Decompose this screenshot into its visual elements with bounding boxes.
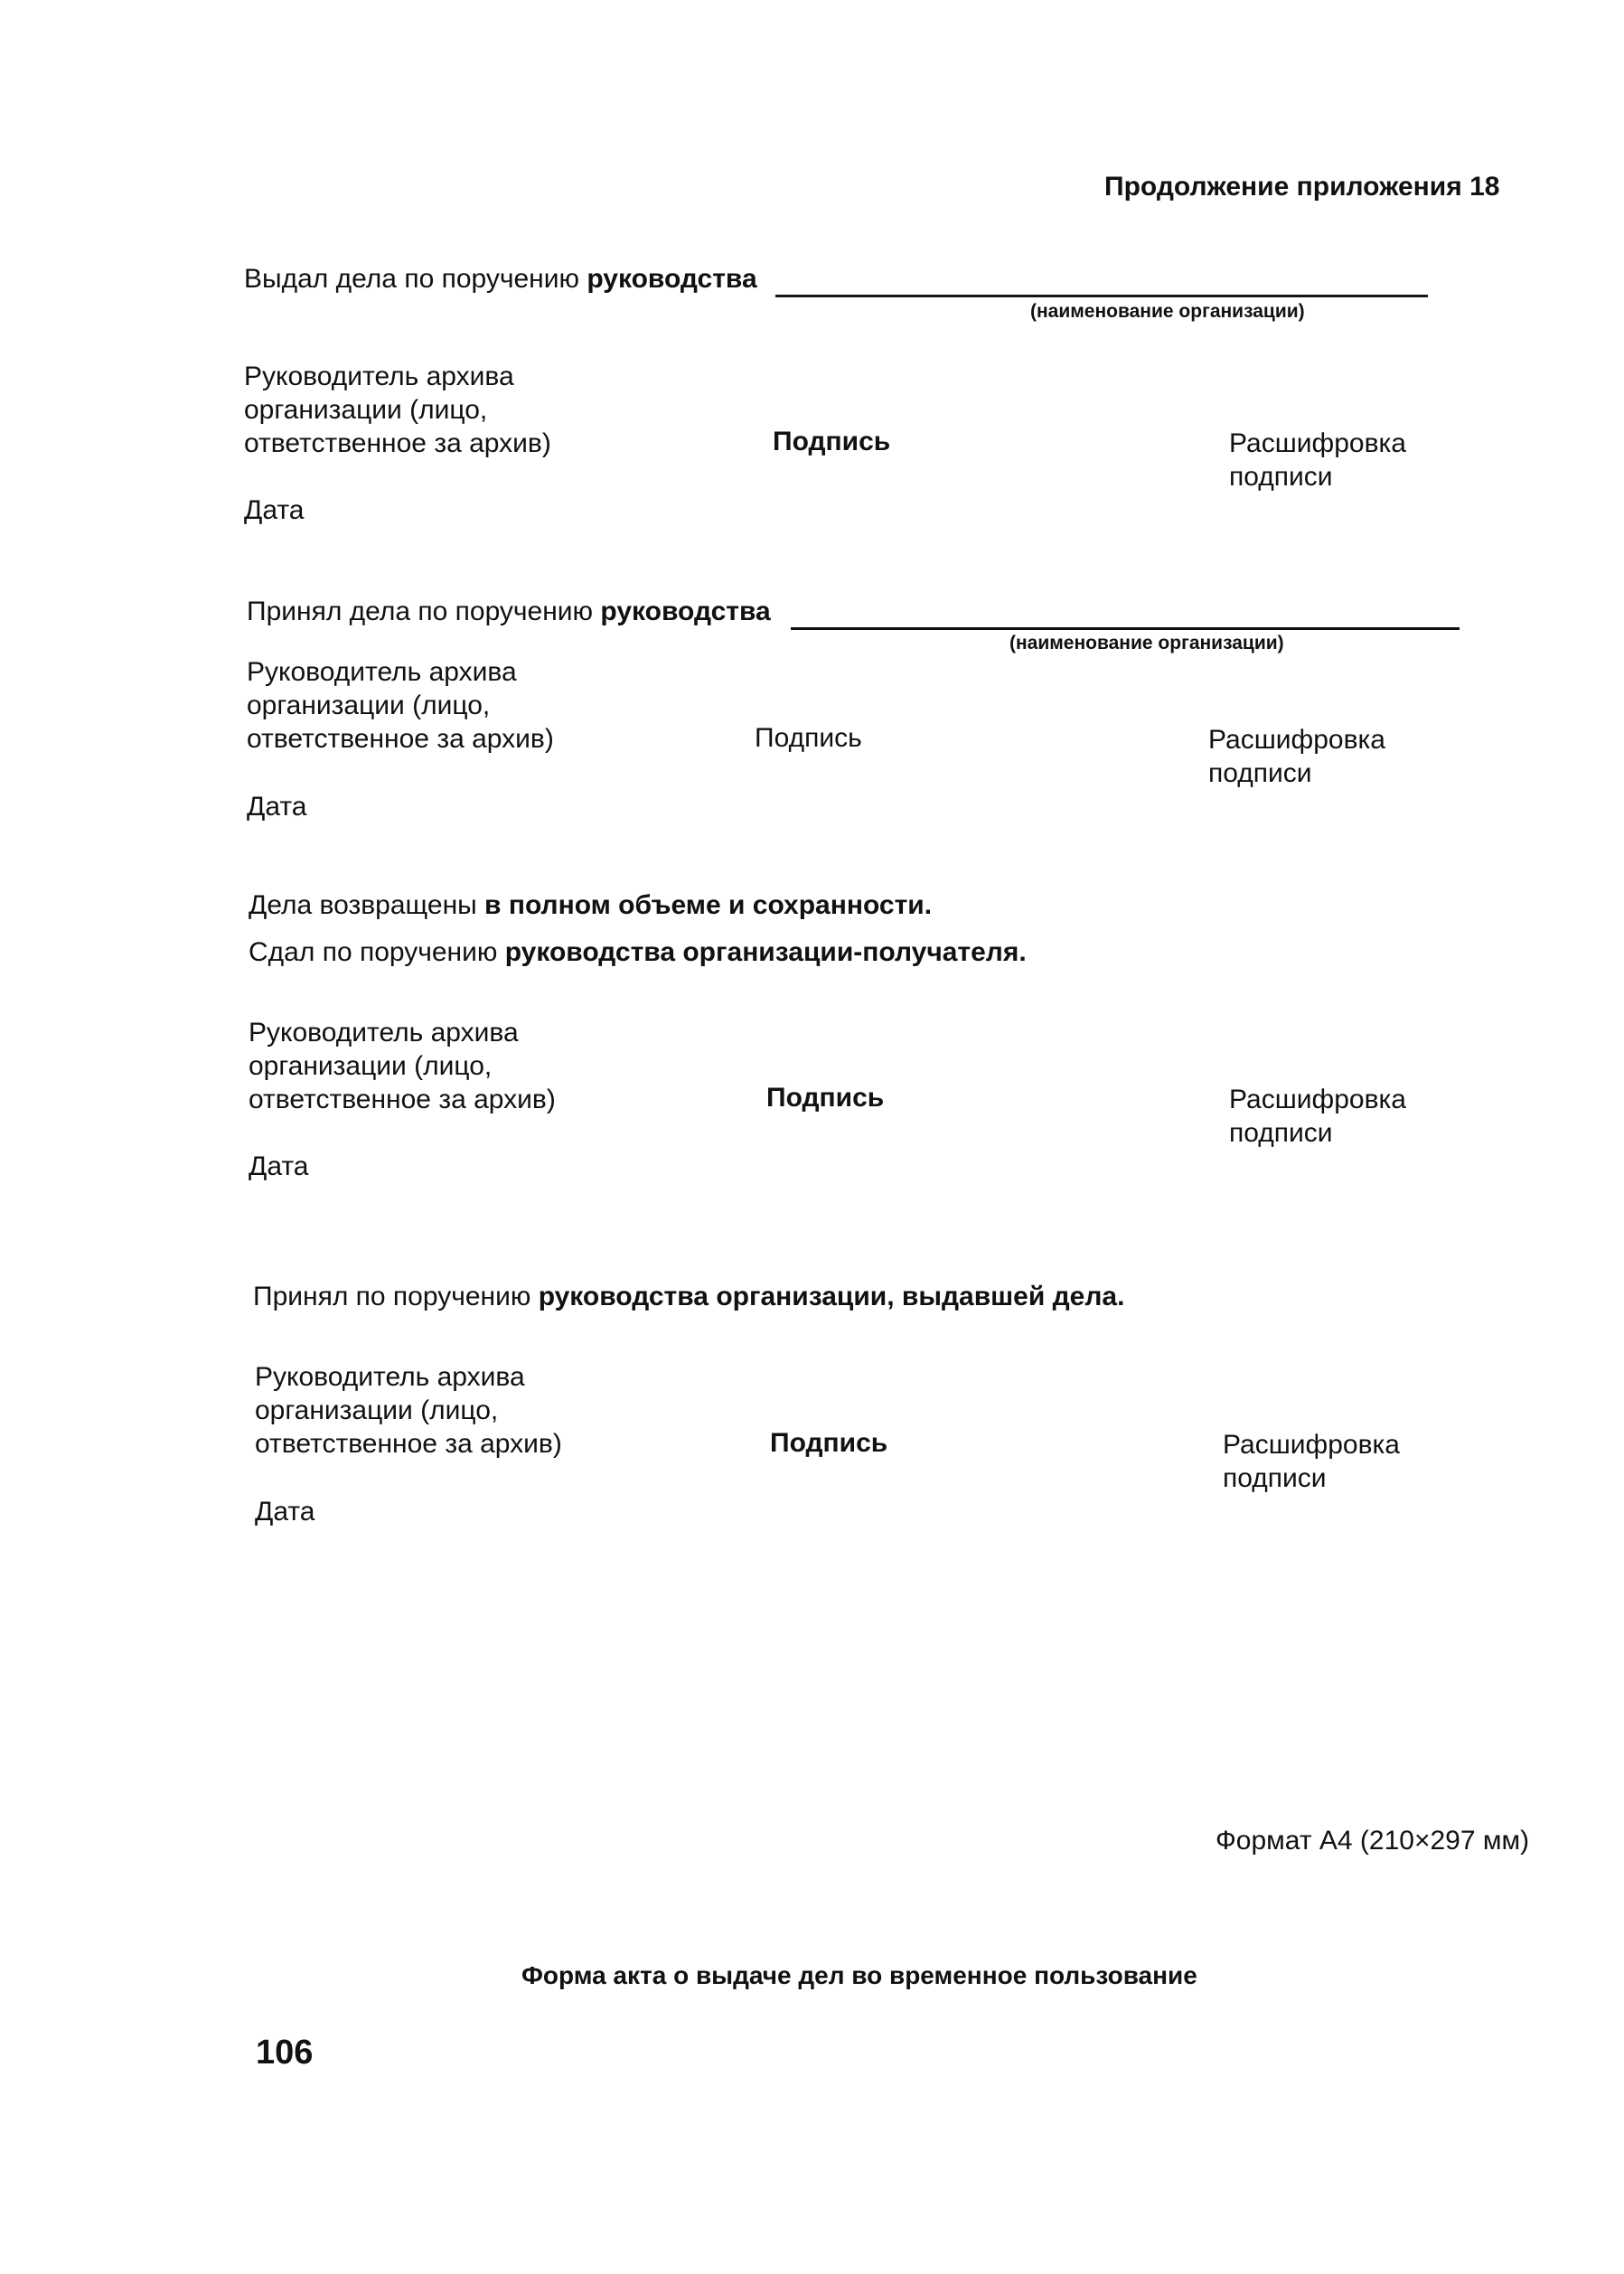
archive-head-label: Руководитель архива организации (лицо, ответственное за архив): [247, 657, 554, 754]
issued-statement: [244, 264, 757, 295]
date-label: Дата: [244, 495, 305, 525]
signature-label: Подпись: [766, 1083, 885, 1113]
signature-decoding-label: Расшифровка подписи: [1208, 725, 1385, 788]
accepted-statement-bold: руководства организации, выдавшей дела.: [538, 1282, 1125, 1311]
received-statement-text: Принял дела по поручению: [247, 597, 594, 626]
accepted-statement-text: Принял по поручению: [253, 1282, 531, 1311]
organization-name-line: [791, 627, 1460, 630]
date-label: Дата: [247, 792, 307, 822]
signature-decoding-label: Расшифровка подписи: [1229, 1085, 1406, 1148]
issued-statement-text: Выдал дела по поручению: [244, 264, 580, 294]
handed-over-statement-text: Сдал по поручению: [249, 937, 498, 967]
date-label: Дата: [249, 1151, 309, 1181]
accepted-statement: [253, 1282, 1124, 1312]
signature-label: Подпись: [770, 1428, 888, 1458]
archive-head-label: Руководитель архива организации (лицо, ответственное за архив): [249, 1018, 556, 1114]
archive-head-label: Руководитель архива организации (лицо, ответственное за архив): [255, 1362, 562, 1459]
received-statement-bold: руководства: [600, 597, 771, 626]
handed-over-statement-bold: руководства организации-получателя.: [504, 937, 1027, 967]
date-label: Дата: [255, 1497, 315, 1527]
page-number: 106: [256, 2034, 314, 2072]
signature-decoding-label: Расшифровка подписи: [1229, 428, 1406, 492]
returned-statement-bold: в полном объеме и сохранности.: [484, 890, 933, 920]
organization-caption: (наименование организации): [1030, 301, 1305, 322]
continuation-heading: Продолжение приложения 18: [1104, 172, 1500, 202]
signature-label: Подпись: [755, 723, 862, 753]
returned-statement: [249, 890, 932, 921]
handed-over-statement: [249, 937, 1027, 968]
returned-statement-text: Дела возвращены: [249, 890, 477, 920]
archive-head-label: Руководитель архива организации (лицо, ответственное за архив): [244, 362, 551, 458]
form-title: Форма акта о выдаче дел во временное пользование: [521, 1961, 1197, 1989]
signature-label: Подпись: [773, 427, 891, 456]
signature-decoding-label: Расшифровка подписи: [1223, 1430, 1400, 1493]
received-statement: [247, 597, 771, 627]
organization-name-line: [775, 295, 1428, 297]
paper-format-note: Формат А4 (210×297 мм): [1216, 1826, 1530, 1856]
organization-caption: (наименование организации): [1009, 633, 1284, 653]
issued-statement-bold: руководства: [587, 264, 757, 294]
